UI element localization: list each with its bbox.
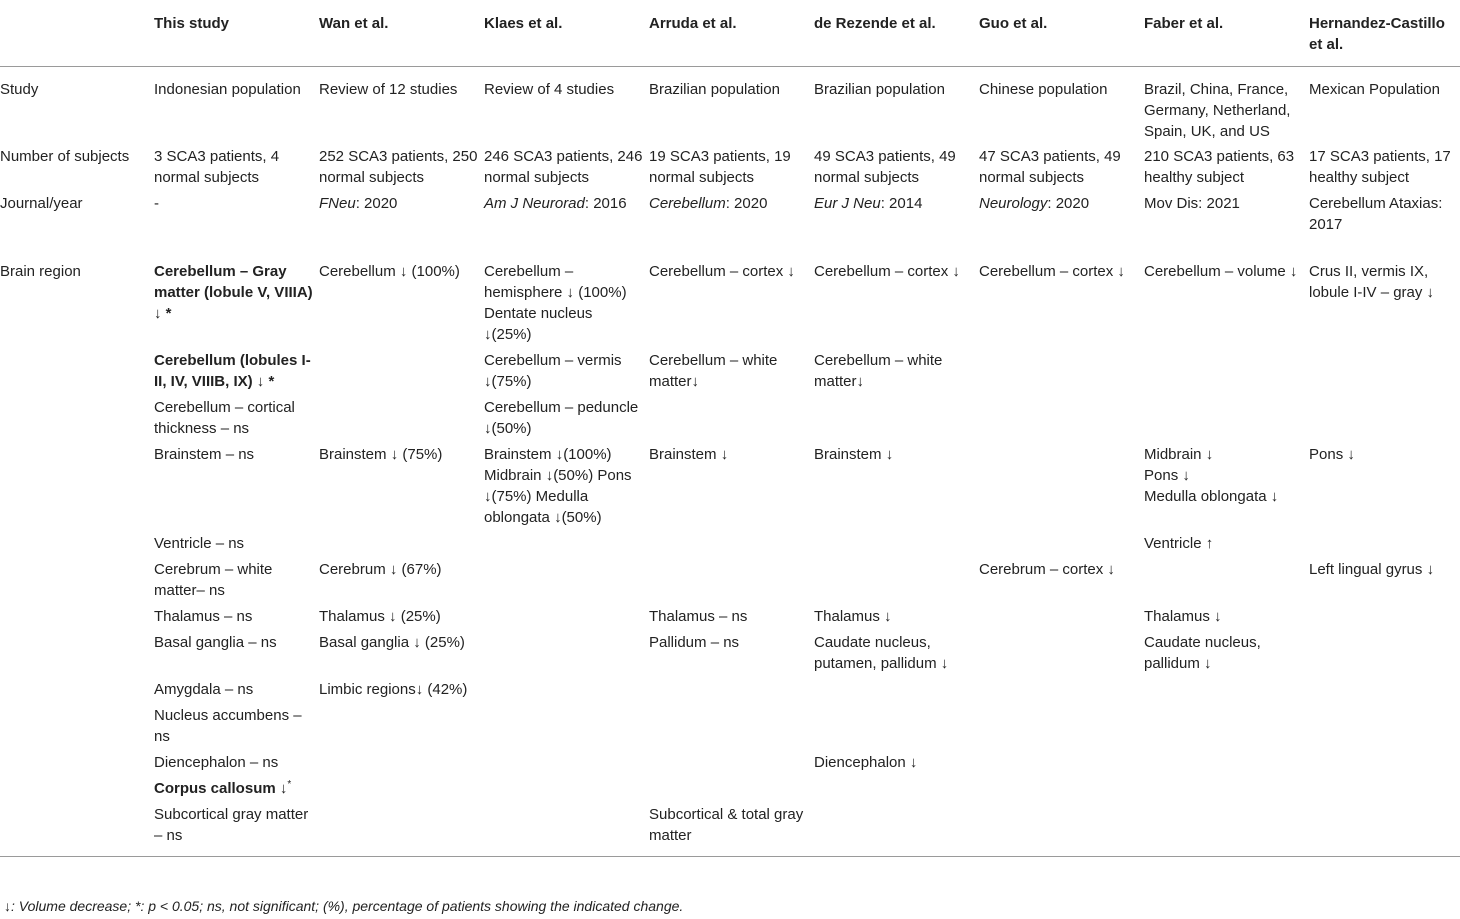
table-row-brain-region [0,601,1460,627]
table-cell-this-study [154,601,319,627]
table-cell [1144,747,1309,773]
table-cell [979,601,1144,627]
brain-region-rows [0,235,1460,857]
table-cell [0,627,154,674]
row-label-study: Study [0,80,39,98]
table-cell [979,674,1144,700]
table-cell: Pons ↓ [1309,445,1355,463]
table-cell [649,188,814,235]
table-cell-this-study [154,627,319,674]
table-cell [484,674,649,700]
table-cell: Ventricle ↑ [1144,534,1214,552]
row-label-brain-region: Brain region [0,262,81,280]
table-footnote: ↓: Volume decrease; *: p < 0.05; ns, not significant; (%), percentage of patients showing the indicated change. [4,898,684,914]
table-row-brain-region [0,439,1460,528]
table-row-subjects [0,142,1460,188]
table-cell: Cerebellum – cortex ↓ [814,262,960,280]
table-cell-this-study [154,528,319,554]
table-cell: Brainstem ↓(100%) Midbrain ↓(50%) Pons ↓(75%) Medulla oblongata ↓(50%) [484,445,632,526]
row-label-subjects: Number of subjects [0,147,130,165]
table-cell: Left lingual gyrus ↓ [1309,560,1435,578]
table-row-brain-region [0,554,1460,601]
table-cell [979,700,1144,747]
table-cell [1309,799,1460,857]
table-cell: Brazilian population [649,80,780,98]
table-cell [649,674,814,700]
table-cell: Cerebrum – cortex ↓ [979,560,1115,578]
region-text: Corpus callosum ↓ [154,779,288,797]
table-row-brain-region [0,392,1460,439]
table-row-brain-region [0,773,1460,799]
region-text: Cerebellum (lobules I-II, IV, VIIIB, IX) ↓ * [154,351,311,390]
table-cell [1309,773,1460,799]
table-cell [979,799,1144,857]
header-cell-faber: Faber et al. [1144,0,1309,66]
journal-name: Am J Neurorad [484,194,585,212]
table-cell: Thalamus – ns [649,607,748,625]
table-cell: 252 SCA3 patients, 250 normal subjects [319,147,478,186]
table-cell: Basal ganglia ↓ (25%) [319,633,465,651]
table-cell: Cerebellum – cortex ↓ [979,262,1125,280]
table-cell [0,439,154,528]
table-cell-this-study [154,700,319,747]
journal-year: : 2020 [725,194,768,212]
region-text: Ventricle – ns [154,534,245,552]
header-cell-this-study: This study [154,0,319,66]
table-cell [1144,674,1309,700]
region-text: Basal ganglia – ns [154,633,277,651]
table-cell: Caudate nucleus, pallidum ↓ [1144,633,1261,672]
row-label-journal-year: Journal/year [0,194,83,212]
table-cell: 246 SCA3 patients, 246 normal subjects [484,147,643,186]
table-cell: 47 SCA3 patients, 49 normal subjects [979,147,1121,186]
table-cell: Pallidum – ns [649,633,740,651]
table-row-brain-region [0,528,1460,554]
table-cell: Mov Dis: 2021 [1144,194,1240,212]
table-cell [0,554,154,601]
table-cell: Brainstem ↓ (75%) [319,445,443,463]
table-cell [484,747,649,773]
table-cell: 3 SCA3 patients, 4 normal subjects [154,147,280,186]
table-cell [814,554,979,601]
table-cell [319,392,484,439]
table-cell [319,700,484,747]
table-cell: Subcortical & total gray matter [649,799,814,857]
table-cell [0,392,154,439]
table-cell-this-study [154,345,319,392]
table-cell: Thalamus ↓ (25%) [319,607,441,625]
table-cell [814,700,979,747]
header-cell-arruda: Arruda et al. [649,0,814,66]
table-cell [814,188,979,235]
table-cell: Limbic regions↓ (42%) [319,680,468,698]
table-cell [1144,773,1309,799]
table-cell [319,747,484,773]
table-cell [1144,392,1309,439]
table-cell: Cerebellum – peduncle ↓(50%) [484,398,639,437]
table-row-brain-region [0,799,1460,857]
table-cell: Cerebellum – vermis ↓(75%) [484,351,622,390]
table-row-brain-region [0,700,1460,747]
table-cell [649,554,814,601]
table-cell: Cerebrum ↓ (67%) [319,560,442,578]
table-cell-this-study [154,773,319,799]
table-cell [649,528,814,554]
table-cell [0,528,154,554]
table-cell [484,528,649,554]
table-cell [1144,799,1309,857]
table-row-brain-region [0,345,1460,392]
region-text: Brainstem – ns [154,445,255,463]
table-cell: Brainstem ↓ [814,445,894,463]
table-cell: Review of 12 studies [319,80,458,98]
table-cell-this-study [154,235,319,345]
table-cell [484,700,649,747]
header-cell-guo: Guo et al. [979,0,1144,66]
table-cell [814,773,979,799]
table-cell-this-study [154,554,319,601]
table-cell [814,674,979,700]
table-cell [484,188,649,235]
table-cell [0,799,154,857]
table-header-row [0,0,1460,66]
table-cell-this-study [154,799,319,857]
table-cell [484,773,649,799]
table-cell [484,627,649,674]
table-cell: Cerebellum – hemisphere ↓ (100%) Dentate nucleus ↓(25%) [484,262,627,343]
table-cell: Cerebellum – white matter↓ [814,351,943,390]
table-cell: Review of 4 studies [484,80,615,98]
table-cell: 17 SCA3 patients, 17 healthy subject [1309,147,1451,186]
region-text: Cerebrum – white matter– ns [154,560,273,599]
table-cell-this-study [154,439,319,528]
table-cell [1309,601,1460,627]
table-cell [1144,345,1309,392]
table-cell: Thalamus ↓ [814,607,892,625]
table-cell: Cerebellum – volume ↓ [1144,262,1298,280]
table-cell [1309,674,1460,700]
table-cell [979,773,1144,799]
table-cell [1309,392,1460,439]
table-cell [649,747,814,773]
table-cell [814,799,979,857]
table-cell [649,392,814,439]
table-row-study [0,66,1460,142]
table-row-brain-region [0,747,1460,773]
table-cell [0,773,154,799]
table-cell [979,528,1144,554]
table-cell [0,747,154,773]
region-text: Cerebellum – Gray matter (lobule V, VIIIA) ↓ * [154,262,313,322]
journal-year: : 2016 [584,194,627,212]
journal-name: Neurology [979,194,1048,212]
header-cell-klaes: Klaes et al. [484,0,649,66]
table-cell [1144,700,1309,747]
table-cell [1309,528,1460,554]
table-cell: Diencephalon ↓ [814,753,918,771]
table-cell [484,554,649,601]
table-cell [484,601,649,627]
region-text: Cerebellum – cortical thickness – ns [154,398,295,437]
table-cell [319,528,484,554]
region-text: Nucleus accumbens – ns [154,706,302,745]
journal-year: : 2020 [355,194,398,212]
table-cell [319,188,484,235]
table-cell [1144,554,1309,601]
table-cell: Indonesian population [154,80,301,98]
table-cell [814,528,979,554]
table-cell [649,773,814,799]
table-cell-this-study [154,392,319,439]
table-cell [649,700,814,747]
region-text: Diencephalon – ns [154,753,279,771]
table-cell: Cerebellum Ataxias: 2017 [1309,194,1443,233]
table-cell: 49 SCA3 patients, 49 normal subjects [814,147,956,186]
table-cell [319,799,484,857]
table-row-brain-region [0,235,1460,345]
significance-marker: * [287,778,292,790]
table-cell [979,345,1144,392]
table-cell [0,674,154,700]
table-cell-this-study [154,674,319,700]
table-cell [979,188,1144,235]
table-cell: Thalamus ↓ [1144,607,1222,625]
table-cell [319,345,484,392]
table-cell: Crus II, vermis IX, lobule I-IV – gray ↓ [1309,262,1435,301]
region-text: Amygdala – ns [154,680,254,698]
table-cell [0,700,154,747]
table-cell [319,773,484,799]
table-cell [1309,700,1460,747]
table-row-journal-year [0,188,1460,235]
table-cell: Brainstem ↓ [649,445,729,463]
table-cell [1309,345,1460,392]
journal-year: : 2014 [880,194,923,212]
journal-name: Eur J Neu [814,194,881,212]
header-cell-hernandez-castillo: Hernandez-Castillo et al. [1309,0,1460,66]
table-cell [0,345,154,392]
table-cell [1309,747,1460,773]
table-row-brain-region [0,627,1460,674]
table-cell: Midbrain ↓ Pons ↓ Medulla oblongata ↓ [1144,445,1279,505]
table-cell [1309,627,1460,674]
table-cell [484,799,649,857]
region-text: Subcortical gray matter – ns [154,805,309,844]
header-cell-empty [0,0,154,66]
region-text: Thalamus – ns [154,607,253,625]
table-cell-this-study [154,747,319,773]
table-cell: Brazil, China, France, Germany, Netherland, Spain, UK, and US [1144,80,1291,140]
table-cell: Cerebellum – white matter↓ [649,351,778,390]
header-cell-wan: Wan et al. [319,0,484,66]
table-cell: 19 SCA3 patients, 19 normal subjects [649,147,791,186]
table-cell: Caudate nucleus, putamen, pallidum ↓ [814,633,949,672]
journal-name: FNeu [319,194,356,212]
table-cell: Chinese population [979,80,1108,98]
table-cell [979,392,1144,439]
table-row-brain-region [0,674,1460,700]
table-cell [979,747,1144,773]
table-cell [979,627,1144,674]
table-cell: - [154,194,159,212]
table-cell: Cerebellum ↓ (100%) [319,262,460,280]
table-cell [0,601,154,627]
table-cell: Brazilian population [814,80,945,98]
table-cell: Cerebellum – cortex ↓ [649,262,795,280]
journal-name: Cerebellum [649,194,726,212]
table-cell: Mexican Population [1309,80,1440,98]
header-cell-de-rezende: de Rezende et al. [814,0,979,66]
table-cell [814,392,979,439]
table-cell [979,439,1144,528]
journal-year: : 2020 [1047,194,1090,212]
table-cell: 210 SCA3 patients, 63 healthy subject [1144,147,1295,186]
